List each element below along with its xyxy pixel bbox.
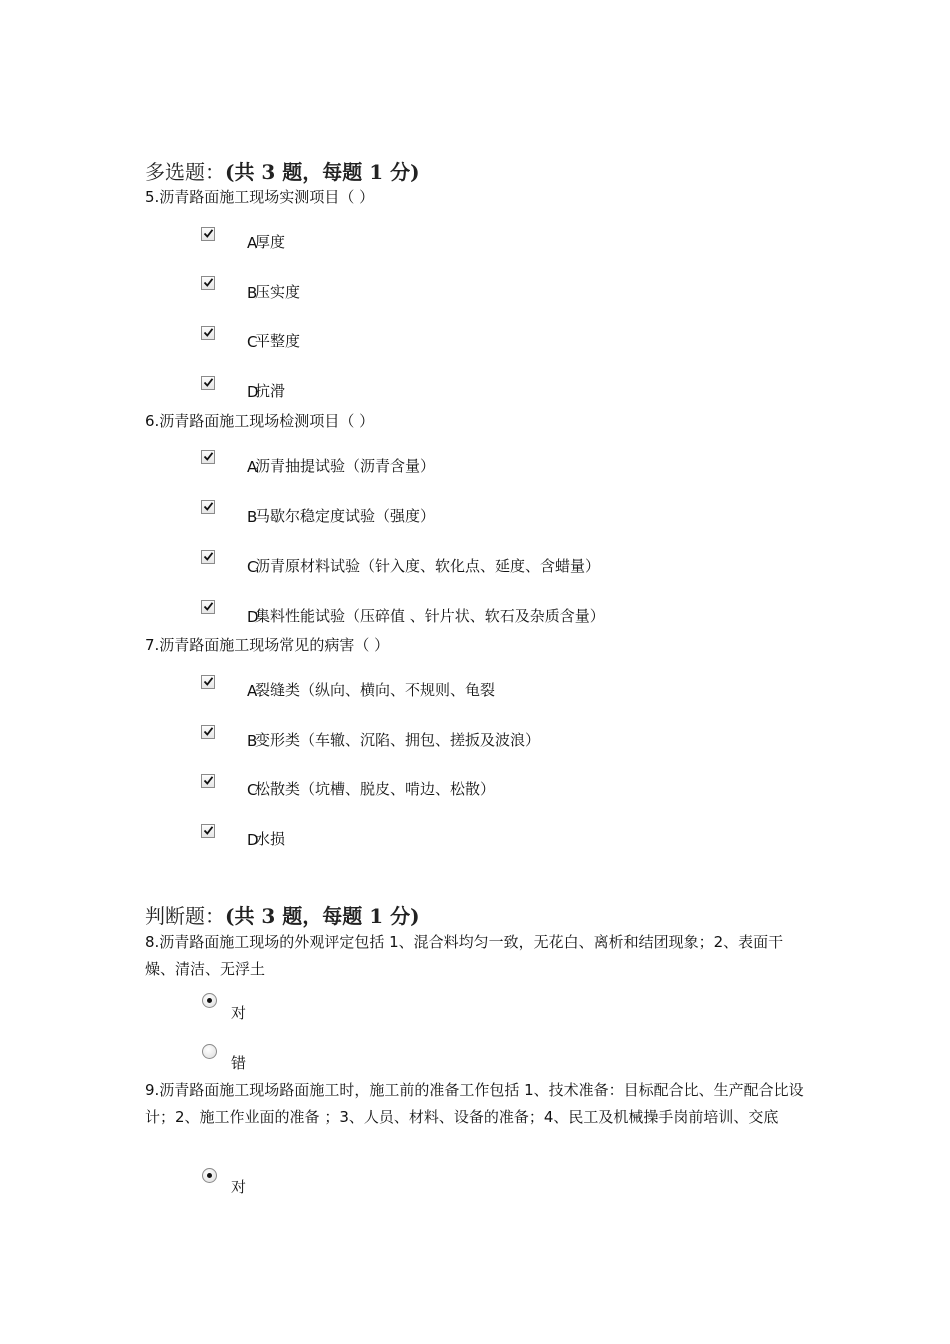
q6-option-b-label: B马歇尔稳定度试验（强度） <box>247 507 436 526</box>
q6-option-c-label: C沥青原材料试验（针入度、软化点、延度、含蜡量） <box>247 557 601 576</box>
checkmark-icon <box>203 501 214 512</box>
question-5-text: 5.沥青路面施工现场实测项目（ ） <box>145 188 375 206</box>
q5-option-d-checkbox[interactable] <box>201 376 215 390</box>
q7-option-d-label: D水损 <box>247 830 286 849</box>
q7-option-a-label: A裂缝类（纵向、横向、不规则、龟裂 <box>247 681 496 700</box>
section-title-detail: (共 3 题，每题 1 分) <box>225 904 420 928</box>
q5-option-c-checkbox[interactable] <box>201 326 215 340</box>
section-title-prefix: 多选题： <box>145 160 225 184</box>
section-title-detail: (共 3 题，每题 1 分) <box>225 160 420 184</box>
q6-option-c-checkbox[interactable] <box>201 550 215 564</box>
section-title-prefix: 判断题： <box>145 904 225 928</box>
q5-option-d-label: D抗滑 <box>247 382 286 401</box>
q6-option-a-label: A沥青抽提试验（沥青含量） <box>247 457 436 476</box>
checkmark-icon <box>203 228 214 239</box>
q9-option-true-radio[interactable] <box>202 1168 217 1183</box>
checkmark-icon <box>203 601 214 612</box>
question-9-text: 9.沥青路面施工现场路面施工时，施工前的准备工作包括 1、技术准备：目标配合比、生产配合比设计；2、施工作业面的准备 ；3、人员、材料、设备的准备；4、民工及机械操手岗前培训、交底 <box>145 1081 804 1126</box>
checkmark-icon <box>203 825 214 836</box>
q7-option-d-checkbox[interactable] <box>201 824 215 838</box>
q5-option-c-label: C平整度 <box>247 332 301 351</box>
question-8-text: 8.沥青路面施工现场的外观评定包括 1、混合料均匀一致，无花白、离析和结团现象；2、表面干燥、清洁、无浮土 <box>145 933 784 978</box>
q5-option-a-checkbox[interactable] <box>201 227 215 241</box>
question-6-text: 6.沥青路面施工现场检测项目（ ） <box>145 412 375 430</box>
checkmark-icon <box>203 277 214 288</box>
q8-option-true-radio[interactable] <box>202 993 217 1008</box>
section-title-multiple-choice <box>145 156 420 185</box>
checkmark-icon <box>203 377 214 388</box>
q5-option-b-label: B压实度 <box>247 283 301 302</box>
checkmark-icon <box>203 451 214 462</box>
question-7-text: 7.沥青路面施工现场常见的病害（ ） <box>145 636 390 654</box>
radio-selected-dot <box>207 998 212 1003</box>
radio-selected-dot <box>207 1173 212 1178</box>
q7-option-b-label: B变形类（车辙、沉陷、拥包、搓扳及波浪） <box>247 731 541 750</box>
checkmark-icon <box>203 726 214 737</box>
checkmark-icon <box>203 327 214 338</box>
q9-option-true-label: 对 <box>231 1178 247 1196</box>
section-title-true-false <box>145 900 420 929</box>
q7-option-b-checkbox[interactable] <box>201 725 215 739</box>
q8-option-true-label: 对 <box>231 1004 247 1022</box>
q5-option-a-label: A厚度 <box>247 233 286 252</box>
q6-option-a-checkbox[interactable] <box>201 450 215 464</box>
q8-option-false-radio[interactable] <box>202 1044 217 1059</box>
q7-option-a-checkbox[interactable] <box>201 675 215 689</box>
checkmark-icon <box>203 775 214 786</box>
q6-option-b-checkbox[interactable] <box>201 500 215 514</box>
q6-option-d-checkbox[interactable] <box>201 600 215 614</box>
q5-option-b-checkbox[interactable] <box>201 276 215 290</box>
q7-option-c-label: C松散类（坑槽、脱皮、啃边、松散） <box>247 780 496 799</box>
q6-option-d-label: D集料性能试验（压碎值 、针片状、软石及杂质含量） <box>247 607 605 626</box>
checkmark-icon <box>203 676 214 687</box>
q8-option-false-label: 错 <box>231 1054 247 1072</box>
q7-option-c-checkbox[interactable] <box>201 774 215 788</box>
checkmark-icon <box>203 551 214 562</box>
